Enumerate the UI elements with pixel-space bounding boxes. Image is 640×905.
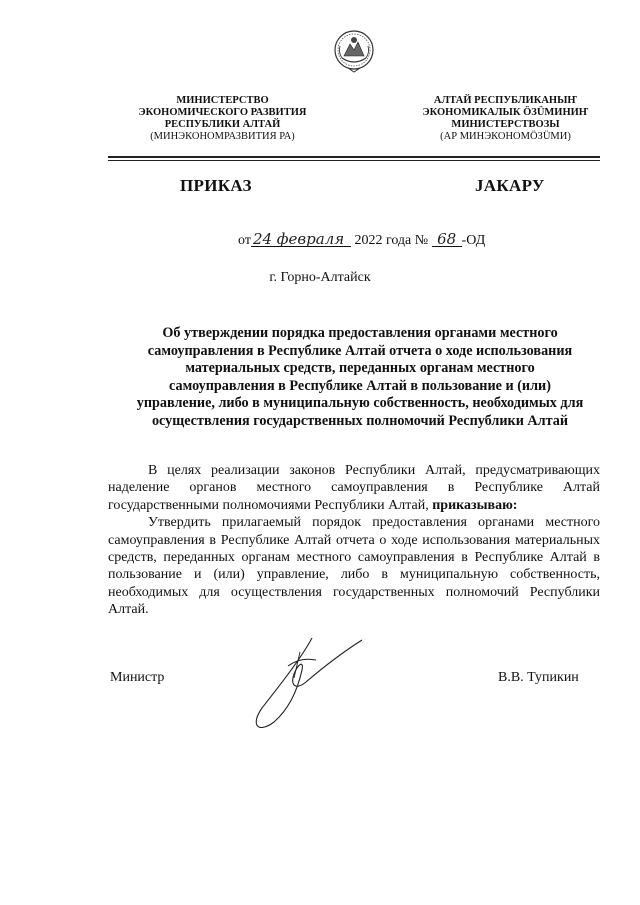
title-line6: осуществления государственных полномочий Республики Алтай xyxy=(151,412,569,429)
header-right-line1: АЛТАЙ РЕСПУБЛИКАНЫҤ xyxy=(433,95,578,106)
body-order-verb: приказываю: xyxy=(432,497,518,513)
header-left-line1: МИНИСТЕРСТВО xyxy=(176,95,269,106)
header-right-line4: (АР МИНЭКОНОМÖЗÜМИ) xyxy=(440,131,571,142)
date-year: 2022 года № xyxy=(354,233,429,248)
body-paragraph-1 xyxy=(108,462,600,514)
order-number-handwritten: 68 xyxy=(432,232,462,247)
city-line: г. Горно-Алтайск xyxy=(269,270,371,285)
header-rule-thick xyxy=(108,156,600,158)
header-right-line2: ЭКОНОМИКАЛЫК ÖЗÜМИНИҤ xyxy=(422,107,589,118)
order-subject-title xyxy=(115,325,605,431)
handwritten-signature xyxy=(240,630,370,740)
order-number-suffix: -ОД xyxy=(461,233,486,248)
header-right-line3: МИНИСТЕРСТВОЗЫ xyxy=(451,119,560,130)
ministry-header-alt xyxy=(393,95,618,143)
signer-position: Министр xyxy=(110,670,165,685)
signer-name: В.В. Тупикин xyxy=(498,670,579,685)
date-handwritten: 24 февраля xyxy=(251,232,351,247)
title-line1: Об утверждении порядка предоставления органами местного xyxy=(162,325,558,341)
header-rule-thin xyxy=(108,160,600,161)
order-title-ru: ПРИКАЗ xyxy=(180,176,252,195)
body-paragraph-1-text: В целях реализации законов Республики Алтай, предусматривающих наделение органов местного самоуправления в Республике Алтай государственными полномочиями Республики Алтай, xyxy=(108,463,600,513)
ministry-header-ru xyxy=(120,95,325,143)
header-left-line3: РЕСПУБЛИКИ АЛТАЙ xyxy=(164,119,281,130)
body-paragraph-2: Утвердить прилагаемый порядок предоставления органами местного самоуправления в Республике Алтай отчета о ходе использования материальных средств, переданных органам местного самоуправления в Республике Алтай в пользование и (или) управление, либо в муниципальную собственность, необходимых для осуществления государственных полномочий Республики Алтай. xyxy=(108,515,600,618)
title-line3: материальных средств, переданных органам местного xyxy=(185,360,535,377)
title-line5: управление, либо в муниципальную собственность, необходимых для xyxy=(136,395,584,412)
title-line4: самоуправления в Республике Алтай в пользование и (или) xyxy=(169,377,551,394)
header-left-line4: (МИНЭКОНОМРАЗВИТИЯ РА) xyxy=(150,131,295,142)
coat-of-arms-icon xyxy=(332,28,376,74)
title-line2: самоуправления в Республике Алтай отчета о ходе использования xyxy=(147,342,573,359)
order-title-alt: JАКАРУ xyxy=(475,176,545,195)
order-body xyxy=(108,462,600,619)
date-prefix: от xyxy=(238,233,251,248)
header-left-line2: ЭКОНОМИЧЕСКОГО РАЗВИТИЯ xyxy=(138,107,307,118)
